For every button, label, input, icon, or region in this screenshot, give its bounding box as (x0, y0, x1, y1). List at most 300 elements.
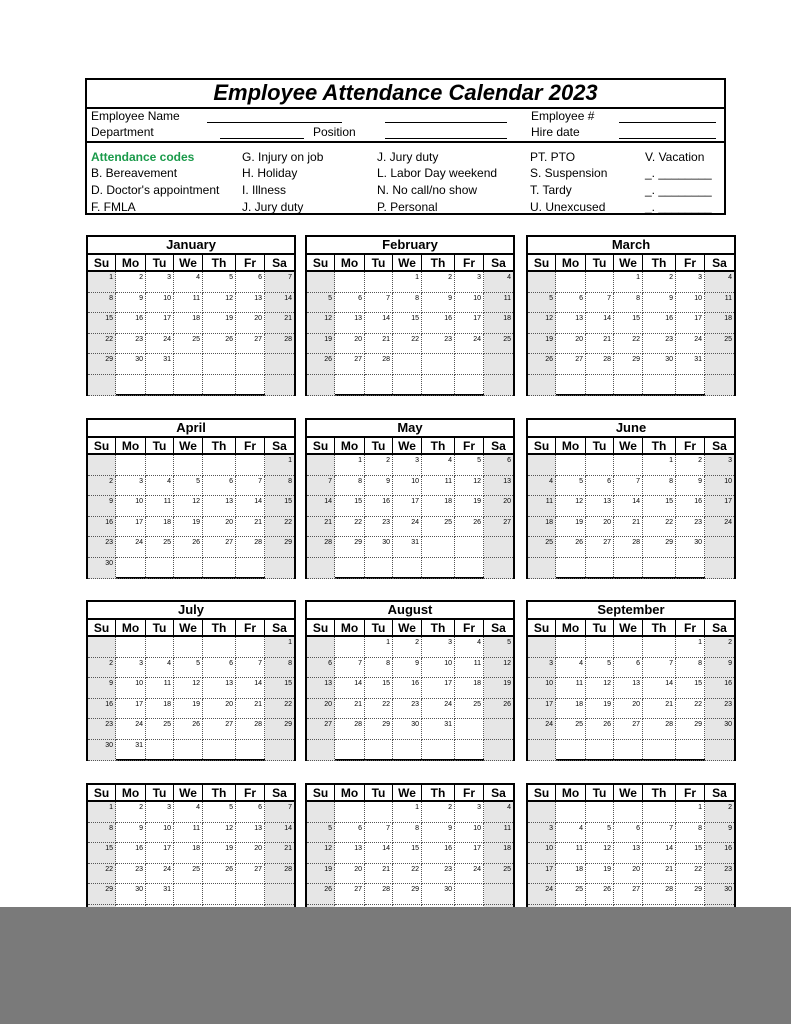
day-cell[interactable]: 7 (643, 823, 676, 844)
day-cell[interactable]: 7 (365, 293, 393, 314)
day-cell[interactable]: 22 (393, 864, 422, 885)
day-cell[interactable]: 21 (307, 517, 335, 538)
day-cell[interactable]: 11 (556, 843, 586, 864)
day-cell[interactable]: 8 (335, 476, 365, 497)
day-cell[interactable]: 3 (676, 272, 705, 293)
day-cell[interactable]: 16 (365, 496, 393, 517)
day-cell[interactable]: 16 (393, 678, 422, 699)
day-cell[interactable]: 24 (116, 719, 146, 740)
day-cell[interactable]: 5 (484, 637, 513, 658)
day-cell[interactable]: 14 (643, 843, 676, 864)
day-cell[interactable]: 17 (146, 313, 174, 334)
day-cell[interactable] (422, 740, 455, 761)
day-cell[interactable] (203, 637, 236, 658)
day-cell[interactable]: 29 (365, 719, 393, 740)
day-cell[interactable]: 6 (236, 802, 265, 823)
day-cell[interactable]: 4 (174, 802, 203, 823)
day-cell[interactable]: 1 (365, 637, 393, 658)
day-cell[interactable]: 12 (556, 496, 586, 517)
day-cell[interactable] (455, 375, 484, 396)
day-cell[interactable]: 23 (705, 699, 734, 720)
day-cell[interactable] (614, 740, 643, 761)
day-cell[interactable] (705, 354, 734, 375)
day-cell[interactable] (265, 884, 294, 905)
day-cell[interactable]: 21 (614, 517, 643, 538)
day-cell[interactable] (203, 740, 236, 761)
day-cell[interactable]: 17 (676, 313, 705, 334)
day-cell[interactable]: 17 (116, 517, 146, 538)
day-cell[interactable]: 2 (116, 802, 146, 823)
day-cell[interactable] (528, 455, 556, 476)
day-cell[interactable]: 12 (307, 313, 335, 334)
day-cell[interactable]: 2 (88, 476, 116, 497)
day-cell[interactable] (335, 558, 365, 579)
day-cell[interactable]: 25 (705, 334, 734, 355)
day-cell[interactable]: 6 (556, 293, 586, 314)
day-cell[interactable]: 13 (335, 313, 365, 334)
day-cell[interactable]: 22 (88, 864, 116, 885)
day-cell[interactable]: 25 (484, 334, 513, 355)
day-cell[interactable]: 6 (236, 272, 265, 293)
day-cell[interactable]: 10 (528, 678, 556, 699)
day-cell[interactable]: 3 (528, 823, 556, 844)
day-cell[interactable]: 9 (88, 678, 116, 699)
day-cell[interactable] (335, 637, 365, 658)
day-cell[interactable] (556, 558, 586, 579)
day-cell[interactable] (586, 637, 614, 658)
day-cell[interactable]: 22 (676, 699, 705, 720)
day-cell[interactable]: 13 (484, 476, 513, 497)
day-cell[interactable]: 5 (586, 823, 614, 844)
day-cell[interactable]: 19 (203, 843, 236, 864)
day-cell[interactable] (393, 558, 422, 579)
day-cell[interactable]: 26 (528, 354, 556, 375)
day-cell[interactable]: 16 (422, 843, 455, 864)
day-cell[interactable]: 31 (676, 354, 705, 375)
day-cell[interactable] (88, 637, 116, 658)
day-cell[interactable]: 5 (556, 476, 586, 497)
day-cell[interactable]: 3 (393, 455, 422, 476)
day-cell[interactable]: 18 (484, 843, 513, 864)
day-cell[interactable] (484, 537, 513, 558)
day-cell[interactable]: 13 (203, 496, 236, 517)
day-cell[interactable]: 13 (335, 843, 365, 864)
day-cell[interactable] (146, 637, 174, 658)
day-cell[interactable]: 17 (455, 843, 484, 864)
day-cell[interactable]: 28 (265, 334, 294, 355)
day-cell[interactable] (307, 802, 335, 823)
day-cell[interactable]: 18 (174, 313, 203, 334)
day-cell[interactable]: 15 (265, 496, 294, 517)
day-cell[interactable]: 21 (236, 517, 265, 538)
day-cell[interactable]: 27 (203, 719, 236, 740)
day-cell[interactable]: 23 (88, 537, 116, 558)
day-cell[interactable]: 4 (528, 476, 556, 497)
day-cell[interactable]: 22 (614, 334, 643, 355)
day-cell[interactable] (586, 455, 614, 476)
day-cell[interactable]: 18 (174, 843, 203, 864)
day-cell[interactable]: 29 (265, 537, 294, 558)
day-cell[interactable]: 22 (265, 517, 294, 538)
day-cell[interactable]: 8 (365, 658, 393, 679)
day-cell[interactable]: 5 (307, 823, 335, 844)
day-cell[interactable] (116, 455, 146, 476)
day-cell[interactable]: 12 (586, 678, 614, 699)
day-cell[interactable] (365, 740, 393, 761)
day-cell[interactable] (265, 354, 294, 375)
day-cell[interactable]: 2 (88, 658, 116, 679)
day-cell[interactable] (335, 375, 365, 396)
day-cell[interactable]: 4 (484, 272, 513, 293)
day-cell[interactable]: 3 (528, 658, 556, 679)
day-cell[interactable]: 22 (393, 334, 422, 355)
position-field[interactable] (385, 126, 507, 139)
day-cell[interactable]: 8 (88, 823, 116, 844)
day-cell[interactable]: 13 (614, 678, 643, 699)
day-cell[interactable]: 22 (335, 517, 365, 538)
day-cell[interactable]: 21 (365, 864, 393, 885)
day-cell[interactable] (393, 740, 422, 761)
day-cell[interactable] (307, 455, 335, 476)
day-cell[interactable] (335, 802, 365, 823)
day-cell[interactable]: 30 (393, 719, 422, 740)
day-cell[interactable]: 18 (528, 517, 556, 538)
day-cell[interactable]: 14 (365, 843, 393, 864)
day-cell[interactable]: 18 (422, 496, 455, 517)
day-cell[interactable]: 30 (88, 558, 116, 579)
day-cell[interactable] (88, 455, 116, 476)
custom-code-blank[interactable]: _. ________ (645, 166, 712, 180)
day-cell[interactable]: 21 (236, 699, 265, 720)
day-cell[interactable]: 19 (203, 313, 236, 334)
day-cell[interactable]: 19 (528, 334, 556, 355)
day-cell[interactable]: 28 (307, 537, 335, 558)
day-cell[interactable]: 30 (643, 354, 676, 375)
day-cell[interactable] (307, 558, 335, 579)
day-cell[interactable]: 2 (676, 455, 705, 476)
day-cell[interactable] (528, 558, 556, 579)
day-cell[interactable]: 5 (586, 658, 614, 679)
day-cell[interactable] (556, 455, 586, 476)
day-cell[interactable] (174, 884, 203, 905)
day-cell[interactable]: 10 (676, 293, 705, 314)
day-cell[interactable]: 4 (455, 637, 484, 658)
day-cell[interactable] (556, 802, 586, 823)
day-cell[interactable]: 16 (705, 678, 734, 699)
day-cell[interactable] (705, 537, 734, 558)
day-cell[interactable]: 19 (307, 334, 335, 355)
day-cell[interactable]: 7 (236, 476, 265, 497)
day-cell[interactable]: 10 (705, 476, 734, 497)
day-cell[interactable]: 1 (676, 637, 705, 658)
day-cell[interactable]: 7 (307, 476, 335, 497)
day-cell[interactable]: 19 (307, 864, 335, 885)
day-cell[interactable] (307, 637, 335, 658)
day-cell[interactable] (614, 375, 643, 396)
day-cell[interactable] (556, 272, 586, 293)
day-cell[interactable]: 14 (586, 313, 614, 334)
day-cell[interactable]: 3 (455, 272, 484, 293)
day-cell[interactable]: 15 (643, 496, 676, 517)
day-cell[interactable] (586, 802, 614, 823)
day-cell[interactable]: 1 (88, 802, 116, 823)
day-cell[interactable]: 25 (455, 699, 484, 720)
day-cell[interactable]: 3 (146, 802, 174, 823)
day-cell[interactable]: 17 (116, 699, 146, 720)
day-cell[interactable]: 26 (203, 864, 236, 885)
day-cell[interactable] (236, 740, 265, 761)
day-cell[interactable]: 1 (335, 455, 365, 476)
day-cell[interactable]: 4 (422, 455, 455, 476)
day-cell[interactable]: 6 (307, 658, 335, 679)
day-cell[interactable]: 10 (146, 823, 174, 844)
day-cell[interactable]: 14 (335, 678, 365, 699)
day-cell[interactable]: 23 (88, 719, 116, 740)
day-cell[interactable]: 24 (455, 334, 484, 355)
day-cell[interactable]: 21 (365, 334, 393, 355)
day-cell[interactable] (614, 802, 643, 823)
day-cell[interactable]: 27 (614, 884, 643, 905)
day-cell[interactable] (643, 802, 676, 823)
day-cell[interactable]: 16 (116, 843, 146, 864)
day-cell[interactable]: 14 (265, 823, 294, 844)
day-cell[interactable]: 7 (265, 272, 294, 293)
day-cell[interactable]: 18 (556, 699, 586, 720)
day-cell[interactable]: 16 (676, 496, 705, 517)
day-cell[interactable]: 20 (484, 496, 513, 517)
day-cell[interactable] (422, 537, 455, 558)
day-cell[interactable] (528, 272, 556, 293)
day-cell[interactable]: 3 (455, 802, 484, 823)
day-cell[interactable]: 7 (614, 476, 643, 497)
day-cell[interactable]: 31 (146, 884, 174, 905)
day-cell[interactable] (335, 740, 365, 761)
day-cell[interactable]: 5 (455, 455, 484, 476)
day-cell[interactable] (236, 354, 265, 375)
day-cell[interactable]: 28 (614, 537, 643, 558)
day-cell[interactable]: 29 (614, 354, 643, 375)
day-cell[interactable] (203, 354, 236, 375)
day-cell[interactable]: 20 (335, 334, 365, 355)
day-cell[interactable]: 6 (484, 455, 513, 476)
day-cell[interactable]: 15 (393, 843, 422, 864)
day-cell[interactable] (643, 637, 676, 658)
day-cell[interactable] (455, 537, 484, 558)
day-cell[interactable]: 25 (174, 864, 203, 885)
day-cell[interactable] (676, 375, 705, 396)
day-cell[interactable]: 28 (586, 354, 614, 375)
day-cell[interactable]: 26 (307, 354, 335, 375)
day-cell[interactable]: 28 (643, 884, 676, 905)
day-cell[interactable]: 11 (422, 476, 455, 497)
day-cell[interactable]: 27 (614, 719, 643, 740)
day-cell[interactable] (422, 558, 455, 579)
day-cell[interactable] (484, 719, 513, 740)
day-cell[interactable]: 28 (365, 354, 393, 375)
day-cell[interactable]: 15 (393, 313, 422, 334)
day-cell[interactable]: 8 (265, 658, 294, 679)
day-cell[interactable]: 14 (265, 293, 294, 314)
day-cell[interactable] (455, 719, 484, 740)
day-cell[interactable]: 11 (484, 293, 513, 314)
day-cell[interactable]: 27 (335, 354, 365, 375)
day-cell[interactable] (88, 375, 116, 396)
day-cell[interactable] (236, 375, 265, 396)
day-cell[interactable]: 31 (116, 740, 146, 761)
day-cell[interactable]: 16 (116, 313, 146, 334)
day-cell[interactable]: 16 (422, 313, 455, 334)
day-cell[interactable]: 10 (455, 293, 484, 314)
day-cell[interactable]: 16 (88, 517, 116, 538)
day-cell[interactable]: 1 (643, 455, 676, 476)
day-cell[interactable]: 3 (116, 476, 146, 497)
day-cell[interactable]: 3 (422, 637, 455, 658)
day-cell[interactable] (174, 455, 203, 476)
day-cell[interactable] (203, 884, 236, 905)
day-cell[interactable]: 12 (586, 843, 614, 864)
day-cell[interactable]: 13 (614, 843, 643, 864)
day-cell[interactable]: 2 (705, 637, 734, 658)
day-cell[interactable]: 25 (556, 884, 586, 905)
day-cell[interactable]: 19 (586, 864, 614, 885)
custom-code-blank[interactable]: _. ________ (645, 200, 712, 214)
day-cell[interactable]: 6 (335, 823, 365, 844)
day-cell[interactable]: 13 (236, 293, 265, 314)
day-cell[interactable]: 20 (236, 313, 265, 334)
day-cell[interactable]: 24 (455, 864, 484, 885)
day-cell[interactable]: 22 (365, 699, 393, 720)
day-cell[interactable]: 13 (556, 313, 586, 334)
day-cell[interactable]: 10 (116, 496, 146, 517)
day-cell[interactable] (307, 740, 335, 761)
day-cell[interactable]: 1 (265, 637, 294, 658)
day-cell[interactable]: 12 (203, 293, 236, 314)
day-cell[interactable]: 21 (586, 334, 614, 355)
day-cell[interactable] (365, 375, 393, 396)
day-cell[interactable]: 29 (676, 719, 705, 740)
day-cell[interactable]: 7 (236, 658, 265, 679)
day-cell[interactable]: 9 (643, 293, 676, 314)
day-cell[interactable]: 28 (265, 864, 294, 885)
department-field[interactable] (220, 126, 304, 139)
day-cell[interactable]: 23 (422, 864, 455, 885)
day-cell[interactable]: 23 (705, 864, 734, 885)
day-cell[interactable]: 15 (88, 313, 116, 334)
day-cell[interactable] (614, 558, 643, 579)
day-cell[interactable] (393, 375, 422, 396)
day-cell[interactable]: 29 (676, 884, 705, 905)
day-cell[interactable]: 27 (203, 537, 236, 558)
day-cell[interactable] (365, 272, 393, 293)
day-cell[interactable]: 18 (556, 864, 586, 885)
day-cell[interactable]: 5 (174, 658, 203, 679)
day-cell[interactable]: 17 (528, 864, 556, 885)
day-cell[interactable]: 6 (335, 293, 365, 314)
day-cell[interactable]: 25 (174, 334, 203, 355)
day-cell[interactable] (146, 455, 174, 476)
day-cell[interactable] (586, 740, 614, 761)
day-cell[interactable]: 28 (236, 719, 265, 740)
day-cell[interactable]: 23 (116, 864, 146, 885)
day-cell[interactable] (643, 740, 676, 761)
day-cell[interactable]: 20 (307, 699, 335, 720)
day-cell[interactable]: 10 (116, 678, 146, 699)
day-cell[interactable]: 24 (422, 699, 455, 720)
day-cell[interactable] (365, 558, 393, 579)
day-cell[interactable]: 15 (265, 678, 294, 699)
day-cell[interactable]: 11 (455, 658, 484, 679)
day-cell[interactable]: 25 (528, 537, 556, 558)
day-cell[interactable]: 30 (676, 537, 705, 558)
day-cell[interactable] (146, 740, 174, 761)
day-cell[interactable] (676, 740, 705, 761)
day-cell[interactable]: 18 (146, 699, 174, 720)
day-cell[interactable]: 8 (676, 823, 705, 844)
day-cell[interactable]: 9 (365, 476, 393, 497)
day-cell[interactable]: 13 (203, 678, 236, 699)
day-cell[interactable]: 3 (146, 272, 174, 293)
day-cell[interactable]: 31 (146, 354, 174, 375)
day-cell[interactable]: 27 (335, 884, 365, 905)
day-cell[interactable] (307, 272, 335, 293)
day-cell[interactable]: 2 (705, 802, 734, 823)
day-cell[interactable]: 5 (528, 293, 556, 314)
day-cell[interactable]: 26 (455, 517, 484, 538)
day-cell[interactable]: 29 (265, 719, 294, 740)
day-cell[interactable]: 5 (203, 802, 236, 823)
day-cell[interactable]: 8 (393, 293, 422, 314)
day-cell[interactable]: 29 (643, 537, 676, 558)
day-cell[interactable]: 10 (455, 823, 484, 844)
day-cell[interactable] (586, 272, 614, 293)
day-cell[interactable]: 20 (203, 517, 236, 538)
day-cell[interactable]: 28 (335, 719, 365, 740)
day-cell[interactable]: 7 (643, 658, 676, 679)
day-cell[interactable]: 4 (556, 823, 586, 844)
day-cell[interactable]: 23 (393, 699, 422, 720)
day-cell[interactable]: 15 (614, 313, 643, 334)
day-cell[interactable]: 20 (335, 864, 365, 885)
day-cell[interactable]: 18 (484, 313, 513, 334)
day-cell[interactable]: 24 (528, 719, 556, 740)
day-cell[interactable]: 14 (614, 496, 643, 517)
day-cell[interactable] (203, 558, 236, 579)
day-cell[interactable]: 9 (676, 476, 705, 497)
day-cell[interactable]: 26 (174, 537, 203, 558)
day-cell[interactable]: 5 (307, 293, 335, 314)
day-cell[interactable]: 12 (203, 823, 236, 844)
day-cell[interactable] (556, 740, 586, 761)
day-cell[interactable]: 4 (146, 476, 174, 497)
day-cell[interactable]: 27 (484, 517, 513, 538)
day-cell[interactable] (393, 354, 422, 375)
day-cell[interactable] (705, 558, 734, 579)
day-cell[interactable]: 1 (265, 455, 294, 476)
day-cell[interactable]: 28 (365, 884, 393, 905)
day-cell[interactable]: 8 (393, 823, 422, 844)
employee-name-extra-field[interactable] (385, 110, 507, 123)
day-cell[interactable]: 17 (455, 313, 484, 334)
day-cell[interactable]: 7 (365, 823, 393, 844)
day-cell[interactable] (556, 637, 586, 658)
day-cell[interactable]: 25 (484, 864, 513, 885)
day-cell[interactable]: 19 (586, 699, 614, 720)
day-cell[interactable]: 23 (676, 517, 705, 538)
day-cell[interactable] (116, 558, 146, 579)
day-cell[interactable] (643, 375, 676, 396)
day-cell[interactable] (203, 455, 236, 476)
day-cell[interactable]: 11 (174, 293, 203, 314)
